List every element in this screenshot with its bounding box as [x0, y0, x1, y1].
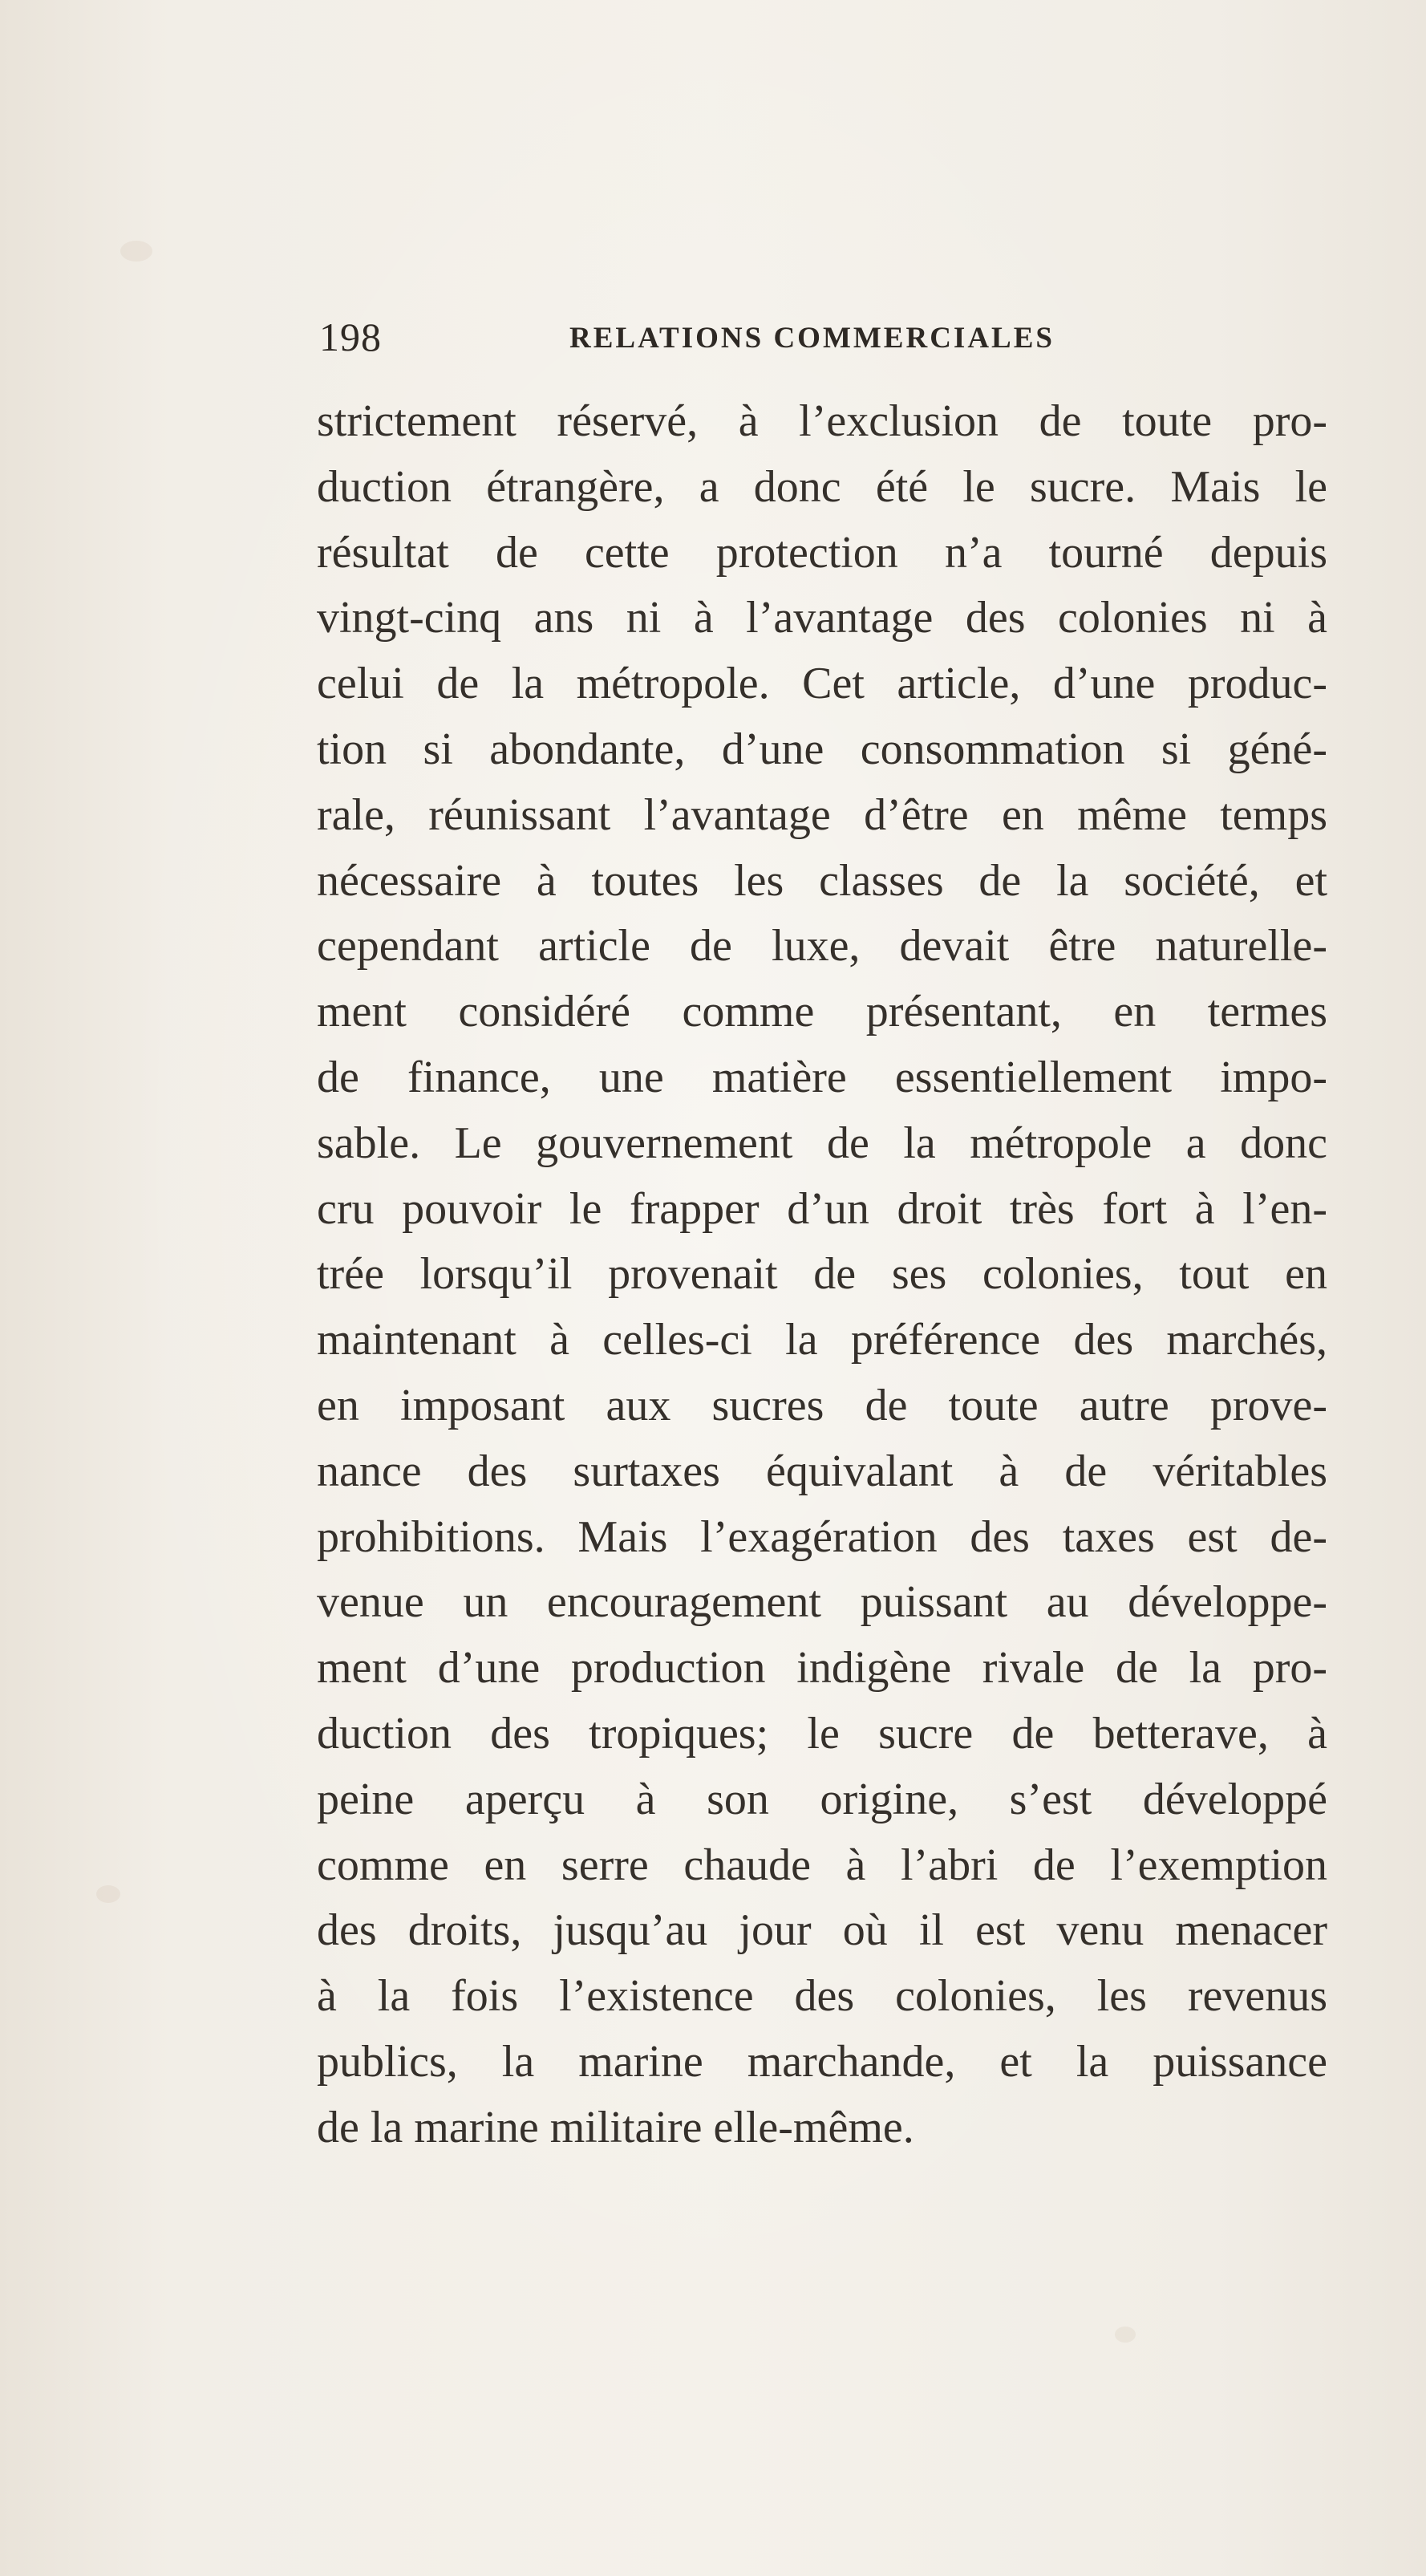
- text-line: des droits, jusqu’au jour où il est venu menacer: [317, 1905, 1327, 1956]
- text-line: duction des tropiques; le sucre de betterave, à: [317, 1708, 1327, 1759]
- text-line: en imposant aux sucres de toute autre prove-: [317, 1380, 1327, 1430]
- running-title: RELATIONS COMMERCIALES: [569, 322, 1055, 355]
- text-line: strictement réservé, à l’exclusion de toute pro-: [317, 396, 1327, 446]
- page-number: 198: [319, 314, 382, 359]
- text-line: nance des surtaxes équivalant à de véritables: [317, 1446, 1327, 1496]
- text-line: ment considéré comme présentant, en termes: [317, 987, 1327, 1037]
- text-line: comme en serre chaude à l’abri de l’exemption: [317, 1840, 1327, 1890]
- page-header: [319, 313, 1330, 361]
- text-line: vingt-cinq ans ni à l’avantage des colonies ni à: [317, 593, 1327, 643]
- text-line: de finance, une matière essentiellement impo-: [317, 1052, 1327, 1102]
- text-line: tion si abondante, d’une consommation si géné-: [317, 724, 1327, 774]
- text-line: de la marine militaire elle-même.: [317, 2102, 914, 2152]
- text-line: maintenant à celles-ci la préférence des marchés,: [317, 1315, 1327, 1365]
- text-line: sable. Le gouvernement de la métropole a donc: [317, 1118, 1327, 1168]
- text-line: duction étrangère, a donc été le sucre. Mais le: [317, 461, 1327, 512]
- text-line: rale, réunissant l’avantage d’être en même temps: [317, 789, 1327, 840]
- text-line: cependant article de luxe, devait être naturelle-: [317, 921, 1327, 972]
- text-line: nécessaire à toutes les classes de la société, et: [317, 855, 1327, 906]
- text-line: prohibitions. Mais l’exagération des taxes est de-: [317, 1511, 1327, 1562]
- text-line: trée lorsqu’il provenait de ses colonies, tout en: [317, 1249, 1327, 1300]
- paper-stain: [1115, 2327, 1136, 2343]
- text-line: résultat de cette protection n’a tourné depuis: [317, 527, 1327, 578]
- text-line: à la fois l’existence des colonies, les revenus: [317, 1971, 1327, 2022]
- text-line: celui de la métropole. Cet article, d’une produc-: [317, 659, 1327, 709]
- text-line: venue un encouragement puissant au développe-: [317, 1577, 1327, 1628]
- paper-stain: [120, 241, 152, 262]
- text-line: publics, la marine marchande, et la puissance: [317, 2036, 1327, 2087]
- text-line: ment d’une production indigène rivale de la pro-: [317, 1643, 1327, 1694]
- text-line: cru pouvoir le frapper d’un droit très fort à l’en-: [317, 1183, 1327, 1234]
- paper-stain: [96, 1885, 120, 1903]
- body-text: [317, 389, 1327, 2161]
- text-line: peine aperçu à son origine, s’est développé: [317, 1774, 1327, 1824]
